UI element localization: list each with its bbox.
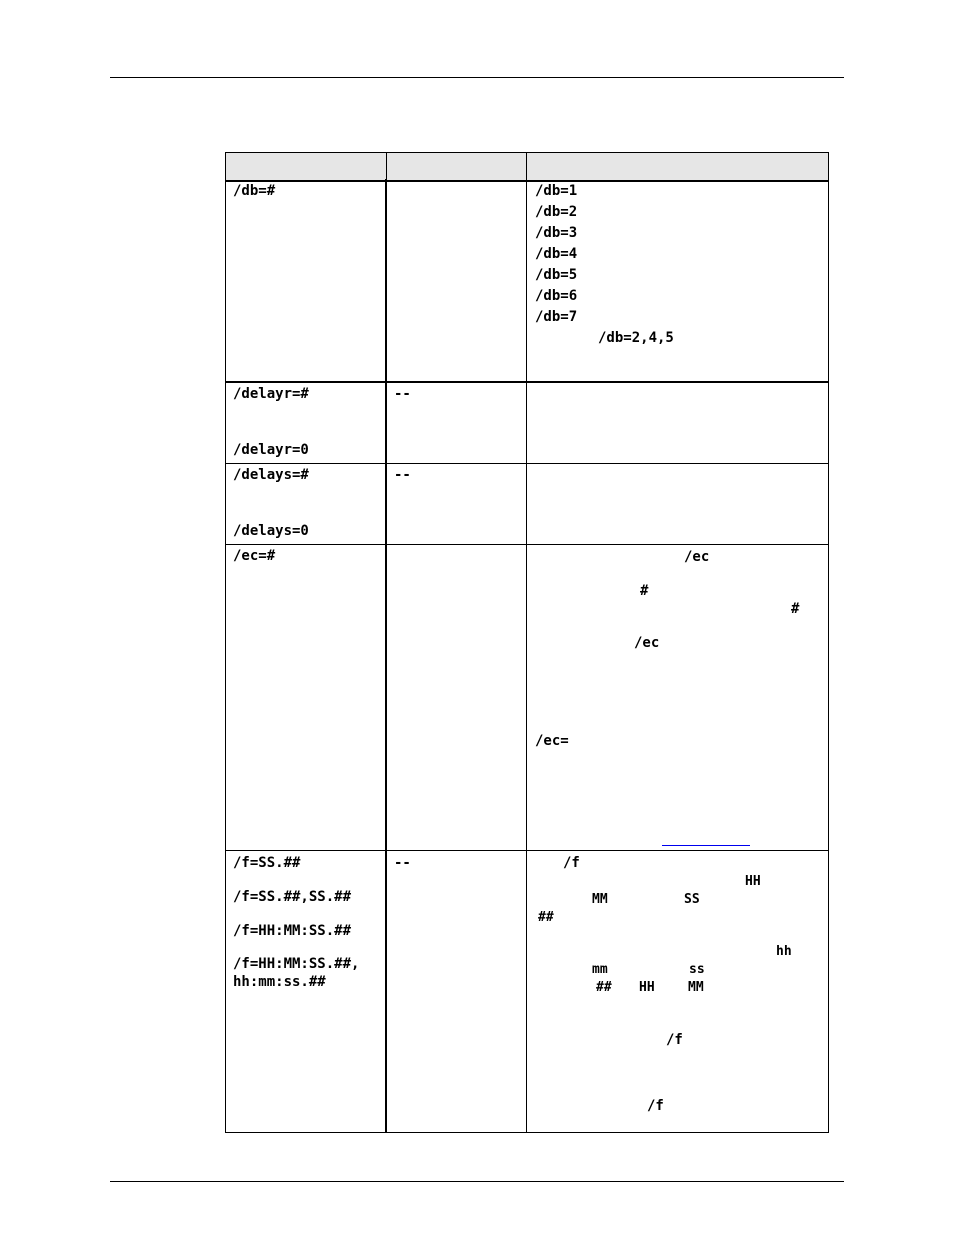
description-text: /ec — [634, 635, 660, 651]
header-cell-default — [386, 153, 527, 180]
description-text: /f — [563, 855, 580, 871]
description-text: /db=4 — [535, 246, 578, 262]
description-text: /db=3 — [535, 225, 578, 241]
description-text: /db=2,4,5 — [598, 330, 674, 346]
header-rule — [110, 77, 844, 78]
column-divider — [526, 179, 527, 1133]
option-cell: /delays=0 — [233, 523, 309, 539]
row-divider — [225, 463, 829, 464]
option-cell: /f=SS.## — [233, 855, 301, 871]
option-cell: /delays=# — [233, 467, 309, 483]
description-text: MM — [592, 892, 608, 907]
default-cell: -- — [394, 386, 411, 402]
description-text: /db=5 — [535, 267, 578, 283]
row-divider — [225, 850, 829, 851]
description-text: /f — [647, 1098, 664, 1114]
table-border-bottom — [225, 1132, 829, 1133]
option-cell: /ec=# — [233, 548, 276, 564]
option-cell: /f=HH:MM:SS.## — [233, 923, 352, 939]
option-cell: /delayr=0 — [233, 442, 309, 458]
description-text: MM — [688, 980, 704, 995]
description-text: HH — [639, 980, 655, 995]
description-text: # — [791, 601, 800, 617]
description-text: /f — [666, 1032, 683, 1048]
header-cell-description — [526, 153, 827, 180]
description-text: /db=2 — [535, 204, 578, 220]
option-cell: /delayr=# — [233, 386, 309, 402]
command-options-table — [225, 152, 829, 1133]
description-text: HH — [745, 874, 761, 889]
row-divider — [225, 381, 829, 383]
description-text: /ec= — [535, 733, 569, 749]
hyperlink-underline[interactable] — [662, 845, 750, 846]
description-text: /db=1 — [535, 183, 578, 199]
description-text: /ec — [684, 549, 710, 565]
description-text: ## — [538, 910, 554, 925]
default-cell: -- — [394, 467, 411, 483]
table-border-left — [225, 179, 226, 1133]
description-text: /db=6 — [535, 288, 578, 304]
description-text: ## — [596, 980, 612, 995]
default-cell: -- — [394, 855, 411, 871]
option-cell: /f=SS.##,SS.## — [233, 889, 352, 905]
description-text: # — [640, 583, 649, 599]
option-cell: hh:mm:ss.## — [233, 974, 326, 990]
footer-rule — [110, 1181, 844, 1182]
description-text: hh — [776, 944, 792, 959]
option-cell: /f=HH:MM:SS.##, — [233, 956, 360, 972]
description-text: /db=7 — [535, 309, 578, 325]
table-border-right — [828, 179, 829, 1133]
description-text: ss — [689, 962, 705, 977]
column-divider — [385, 179, 387, 1133]
option-cell: /db=# — [233, 183, 276, 199]
description-text: SS — [684, 892, 700, 907]
row-divider — [225, 544, 829, 545]
description-text: mm — [592, 962, 608, 977]
table-header-row — [225, 152, 829, 182]
